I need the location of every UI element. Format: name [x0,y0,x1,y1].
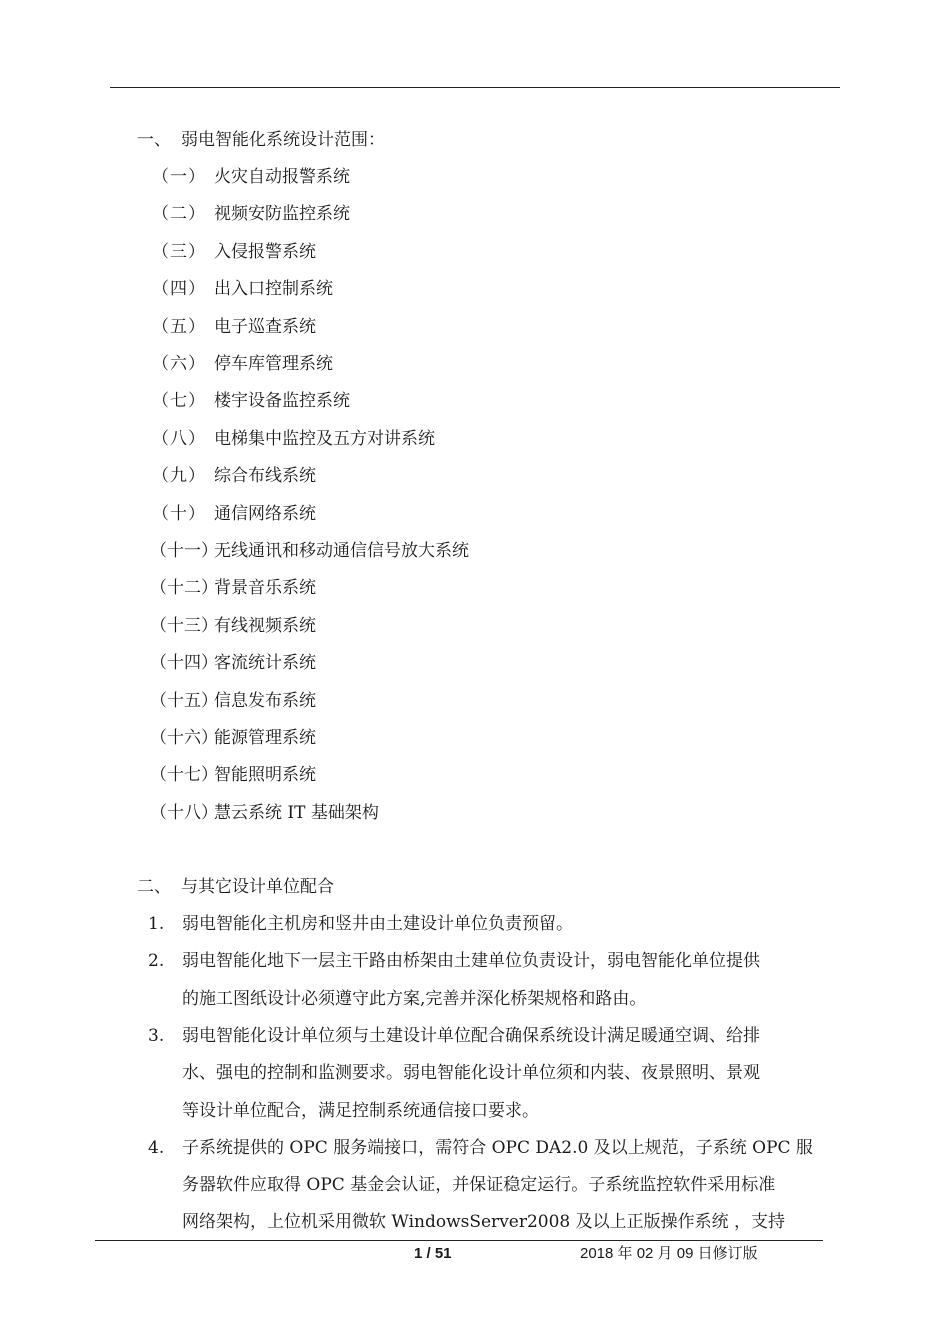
paragraph-line: 务器软件应取得 OPC 基金会认证，并保证稳定运行。子系统监控软件采用标准 [182,1175,776,1196]
paragraph-line: 等设计单位配合，满足控制系统通信接口要求。 [182,1100,539,1121]
section-title: 弱电智能化系统设计范围： [181,130,385,150]
paragraph-line: 网络架构，上位机采用微软 WindowsServer2008 及以上正版操作系统 ，支持 [182,1212,786,1233]
list-item-text: 电梯集中监控及五方对讲系统 [214,428,435,449]
footer-rule [95,1240,823,1241]
paragraph-line: 子系统提供的 OPC 服务端接口，需符合 OPC DA2.0 及以上规范，子系统 OPC 服 [182,1137,813,1158]
paragraph-number: 1. [148,914,165,934]
list-item-number: （十四） [150,653,218,674]
list-item-number: （十五） [150,690,218,711]
list-item-number: （九） [152,466,206,487]
list-item-text: 无线通讯和移动通信信号放大系统 [214,541,469,561]
section-title: 与其它设计单位配合 [181,877,334,897]
list-item-text: 停车库管理系统 [214,354,333,374]
list-item-number: （十七） [150,765,218,786]
list-item-text: 通信网络系统 [214,503,316,524]
list-item-text: 视频安防监控系统 [214,204,350,225]
paragraph-line: 弱电智能化设计单位须与土建设计单位配合确保系统设计满足暖通空调、给排 [182,1025,760,1046]
paragraph-line: 弱电智能化地下一层主干路由桥架由土建单位负责设计，弱电智能化单位提供 [182,951,760,972]
list-item-number: （十） [152,503,206,524]
paragraph-number: 4. [148,1137,165,1158]
section-number: 一、 [137,130,171,150]
list-item-number: （六） [152,354,206,374]
paragraph-line: 水、强电的控制和监测要求。弱电智能化设计单位须和内装、夜景照明、景观 [182,1063,760,1084]
list-item-text: 楼宇设备监控系统 [214,391,350,412]
section-number: 二、 [137,877,171,897]
list-item-text: 客流统计系统 [214,653,316,674]
list-item-text: 智能照明系统 [214,765,316,786]
list-item-text: 能源管理系统 [214,728,316,748]
list-item-number: （十六） [150,728,218,748]
paragraph-line: 弱电智能化主机房和竖井由土建设计单位负责预留。 [182,914,573,934]
list-item-text: 入侵报警系统 [214,241,316,262]
list-item-text: 慧云系统 IT 基础架构 [214,802,379,823]
list-item-text: 综合布线系统 [214,466,316,487]
paragraph-number: 3. [148,1025,165,1046]
paragraph-number: 2. [148,951,165,972]
list-item-text: 电子巡查系统 [214,316,316,337]
paragraph-line: 的施工图纸设计必须遵守此方案,完善并深化桥架规格和路由。 [182,988,647,1009]
list-item-number: （二） [152,204,206,225]
list-item-number: （七） [152,391,206,412]
list-item-number: （八） [152,428,206,449]
list-item-number: （十三） [150,615,218,636]
list-item-number: （四） [152,279,206,300]
list-item-text: 有线视频系统 [214,615,316,636]
list-item-number: （三） [152,241,206,262]
list-item-number: （一） [152,167,206,187]
list-item-text: 火灾自动报警系统 [214,167,350,187]
list-item-number: （十八） [150,802,218,823]
header-rule [110,87,840,88]
list-item-text: 背景音乐系统 [214,578,316,599]
list-item-text: 出入口控制系统 [214,279,333,300]
list-item-number: （五） [152,316,206,337]
list-item-number: （十二） [150,578,218,599]
list-item-text: 信息发布系统 [214,690,316,711]
list-item-number: （十一） [150,541,218,561]
page-number: 1 / 51 [414,1245,452,1262]
revision-date: 2018 年 02 月 09 日修订版 [580,1245,758,1262]
